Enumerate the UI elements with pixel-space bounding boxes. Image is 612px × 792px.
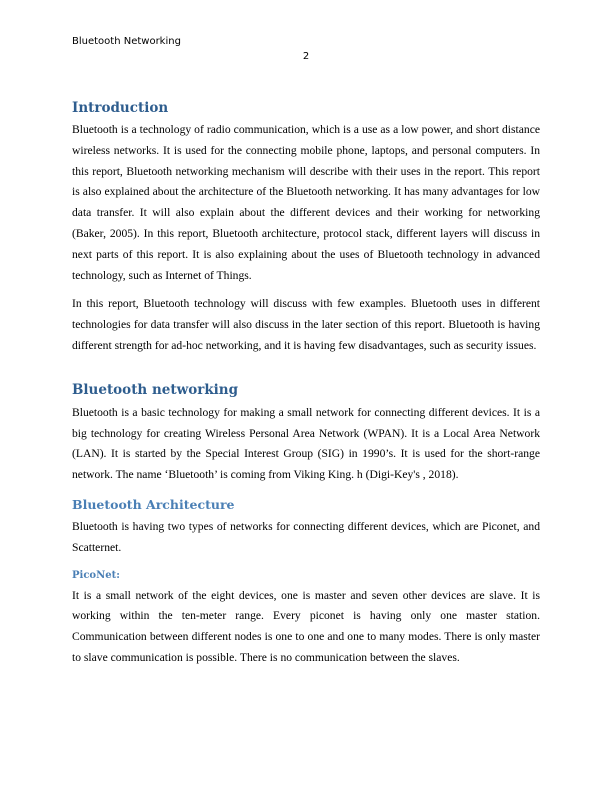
document-body: [72, 98, 540, 669]
page-number: 2: [302, 51, 310, 62]
heading-introduction: Introduction: [72, 100, 169, 116]
paragraph-introduction-1: Bluetooth is a technology of radio communication, which is a use as a low power, and short distance wireless networks. It is used for the connecting mobile phone, laptops, and personal computers. In this report, Bluetooth networking mechanism will describe with their uses in the report. This report is also explained about the architecture of the Bluetooth networking. It has many advantages for low data transfer. It will also explain about the different devices and their working for networking (Baker, 2005). In this report, Bluetooth architecture, protocol stack, different layers will discuss in next parts of this report. It is also explaining about the uses of Bluetooth technology in advanced technology, such as Internet of Things.: [72, 123, 540, 282]
paragraph-bluetooth-networking: Bluetooth is a basic technology for making a small network for connecting different devices. It is a big technology for creating Wireless Personal Area Network (WPAN). It is a Local Area Network (LAN). It is started by the Special Interest Group (SIG) in 1990’s. It is used for the short-range network. The name ‘Bluetooth’ is coming from Viking King. h (Digi-Key's , 2018).: [72, 405, 540, 482]
paragraph-piconet: It is a small network of the eight devices, one is master and seven other devices are slave. It is working within the ten-meter range. Every piconet is having only one master station. Communication between different nodes is one to one and one to many modes. There is only master to slave communication is possible. There is no communication between the slaves.: [72, 588, 540, 664]
heading-bluetooth-architecture: Bluetooth Architecture: [72, 496, 235, 512]
paragraph-bluetooth-architecture: Bluetooth is having two types of networks for connecting different devices, which are Piconet, and Scatternet.: [72, 519, 540, 554]
running-header: Bluetooth Networking: [72, 36, 181, 47]
paragraph-introduction-2: In this report, Bluetooth technology will discuss with few examples. Bluetooth uses in different technologies for data transfer will also discuss in the later section of this report. Bluetooth is having different strength for ad-hoc networking, and it is having few disadvantages, such as security issues.: [72, 297, 540, 352]
heading-bluetooth-networking: Bluetooth networking: [72, 381, 239, 398]
heading-piconet: PicoNet:: [72, 569, 120, 581]
